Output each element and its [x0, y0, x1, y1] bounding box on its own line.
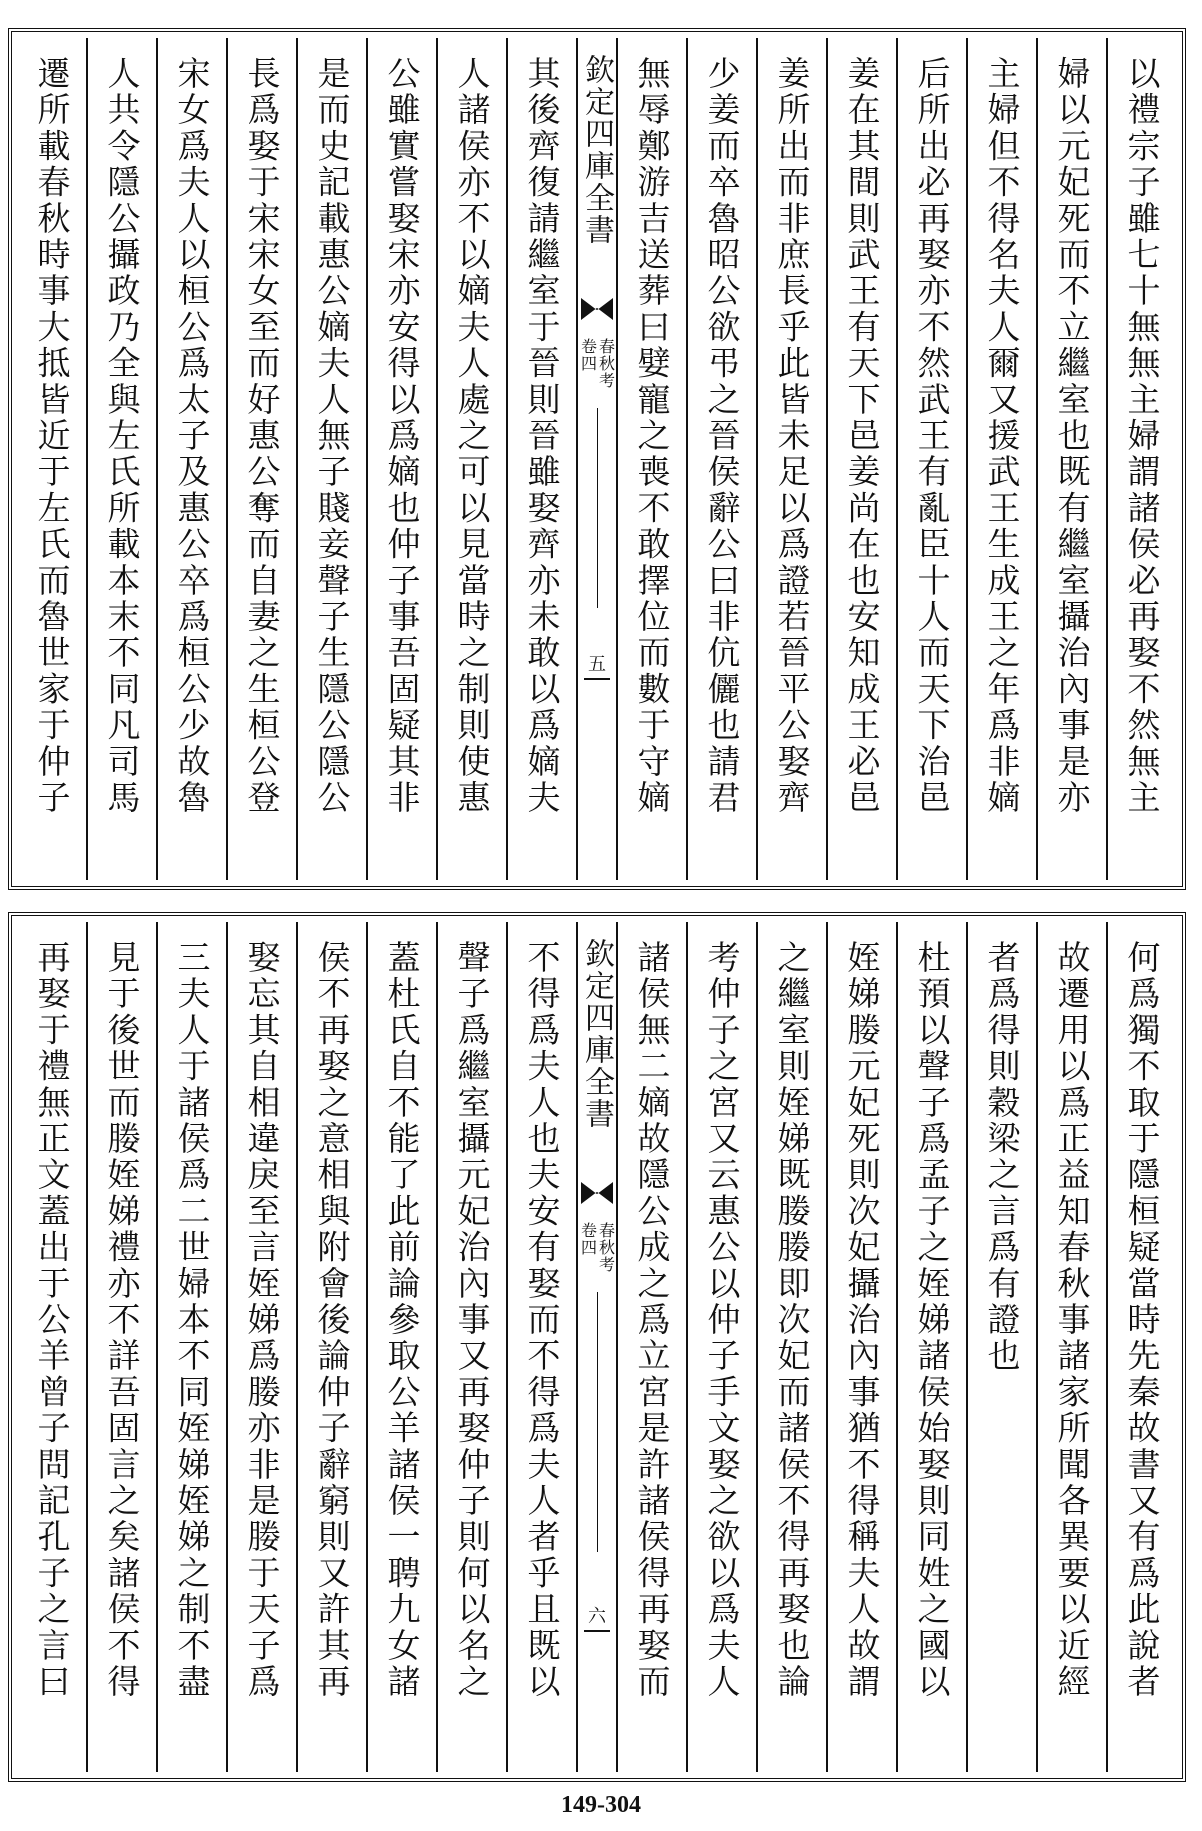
book-title: 欽定四庫全書: [579, 938, 614, 1130]
folio-rule: [584, 1630, 610, 1632]
text-column: 人共令隱公攝政乃全與左氏所載本末不同凡司馬: [86, 38, 156, 880]
text-column: 者爲得則穀梁之言爲有證也: [966, 922, 1036, 1772]
text-column: 后所出必再娶亦不然武王有亂臣十人而天下治邑: [896, 38, 966, 880]
fish-tail-mark: [581, 298, 613, 320]
text-column: 見于後世而媵姪娣禮亦不詳吾固言之矣諸侯不得: [86, 922, 156, 1772]
text-column: 遷所載春秋時事大抵皆近于左氏而魯世家于仲子: [32, 56, 72, 817]
book-title: 欽定四庫全書: [579, 54, 614, 246]
text-column: 侯不再娶之意相與附會後論仲子辭窮則又許其再: [296, 922, 366, 1772]
text-column: 無辱鄭游吉送葬曰嬖寵之喪不敢擇位而數于守嫡: [616, 38, 686, 880]
text-column: 主婦但不得名夫人爾又援武王生成王之年爲非嫡: [966, 38, 1036, 880]
upper-half-page: [8, 28, 1186, 890]
text-column: 之繼室則姪娣既媵媵即次妃而諸侯不得再娶也論: [756, 922, 826, 1772]
text-column: 再娶于禮無正文蓋出于公羊曾子問記孔子之言曰: [32, 940, 72, 1701]
text-column: 聲子爲繼室攝元妃治內事又再娶仲子則何以名之: [436, 922, 506, 1772]
text-column: 婦以元妃死而不立繼室也既有繼室攝治內事是亦: [1036, 38, 1106, 880]
fold-subtitle-volume: 卷四: [578, 1222, 598, 1256]
fold-subtitle-title: 春秋考: [596, 338, 616, 389]
folio-rule: [584, 678, 610, 680]
fish-tail-mark: [581, 1182, 613, 1204]
fold-subtitle: [578, 338, 616, 389]
text-column: 故遷用以爲正益知春秋事諸家所聞各異要以近經: [1036, 922, 1106, 1772]
fold-subtitle: [578, 1222, 616, 1273]
fold-line: [597, 1292, 598, 1552]
text-column: 其後齊復請繼室于晉則晉雖娶齊亦未敢以爲嫡夫: [506, 38, 576, 880]
fold-subtitle-title: 春秋考: [596, 1222, 616, 1273]
center-fold-strip: [576, 38, 616, 880]
text-column: 以禮宗子雖七十無無主婦謂諸侯必再娶不然無主: [1106, 38, 1176, 880]
text-column: 宋女爲夫人以桓公爲太子及惠公卒爲桓公少故魯: [156, 38, 226, 880]
text-column: 不得爲夫人也夫安有娶而不得爲夫人者乎且既以: [506, 922, 576, 1772]
text-column: 姜在其間則武王有天下邑姜尚在也安知成王必邑: [826, 38, 896, 880]
text-column: 長爲娶于宋宋女至而好惠公奪而自妻之生桓公登: [226, 38, 296, 880]
text-column: 是而史記載惠公嫡夫人無子賤妾聲子生隱公隱公: [296, 38, 366, 880]
lower-text-columns: [18, 922, 1176, 1772]
text-column: 考仲子之宮又云惠公以仲子手文娶之欲以爲夫人: [686, 922, 756, 1772]
fold-line: [597, 408, 598, 608]
lower-half-page: [8, 912, 1186, 1782]
text-column: 少姜而卒魯昭公欲弔之晉侯辭公曰非伉儷也請君: [686, 38, 756, 880]
text-column: 姜所出而非庶長乎此皆未足以爲證若晉平公娶齊: [756, 38, 826, 880]
center-fold-strip: [576, 922, 616, 1772]
text-column: 姪娣媵元妃死則次妃攝治內事猶不得稱夫人故謂: [826, 922, 896, 1772]
text-column: 諸侯無二嫡故隱公成之爲立宮是許諸侯得再娶而: [616, 922, 686, 1772]
text-column: 娶忘其自相違戾至言姪娣爲媵亦非是媵于天子爲: [226, 922, 296, 1772]
folio-number: 五: [588, 654, 606, 675]
text-column: 公雖實嘗娶宋亦安得以爲嫡也仲子事吾固疑其非: [366, 38, 436, 880]
text-column: 人諸侯亦不以嫡夫人處之可以見當時之制則使惠: [436, 38, 506, 880]
text-column: 蓋杜氏自不能了此前論參取公羊諸侯一聘九女諸: [366, 922, 436, 1772]
page-footer-number: 149-304: [561, 1792, 641, 1818]
folio-number: 六: [588, 1606, 606, 1627]
upper-text-columns: [18, 38, 1176, 880]
text-column: 杜預以聲子爲孟子之姪娣諸侯始娶則同姓之國以: [896, 922, 966, 1772]
fold-subtitle-volume: 卷四: [578, 338, 598, 372]
text-column: 何爲獨不取于隱桓疑當時先秦故書又有爲此說者: [1106, 922, 1176, 1772]
text-column: 三夫人于諸侯爲二世婦本不同姪娣姪娣之制不盡: [156, 922, 226, 1772]
